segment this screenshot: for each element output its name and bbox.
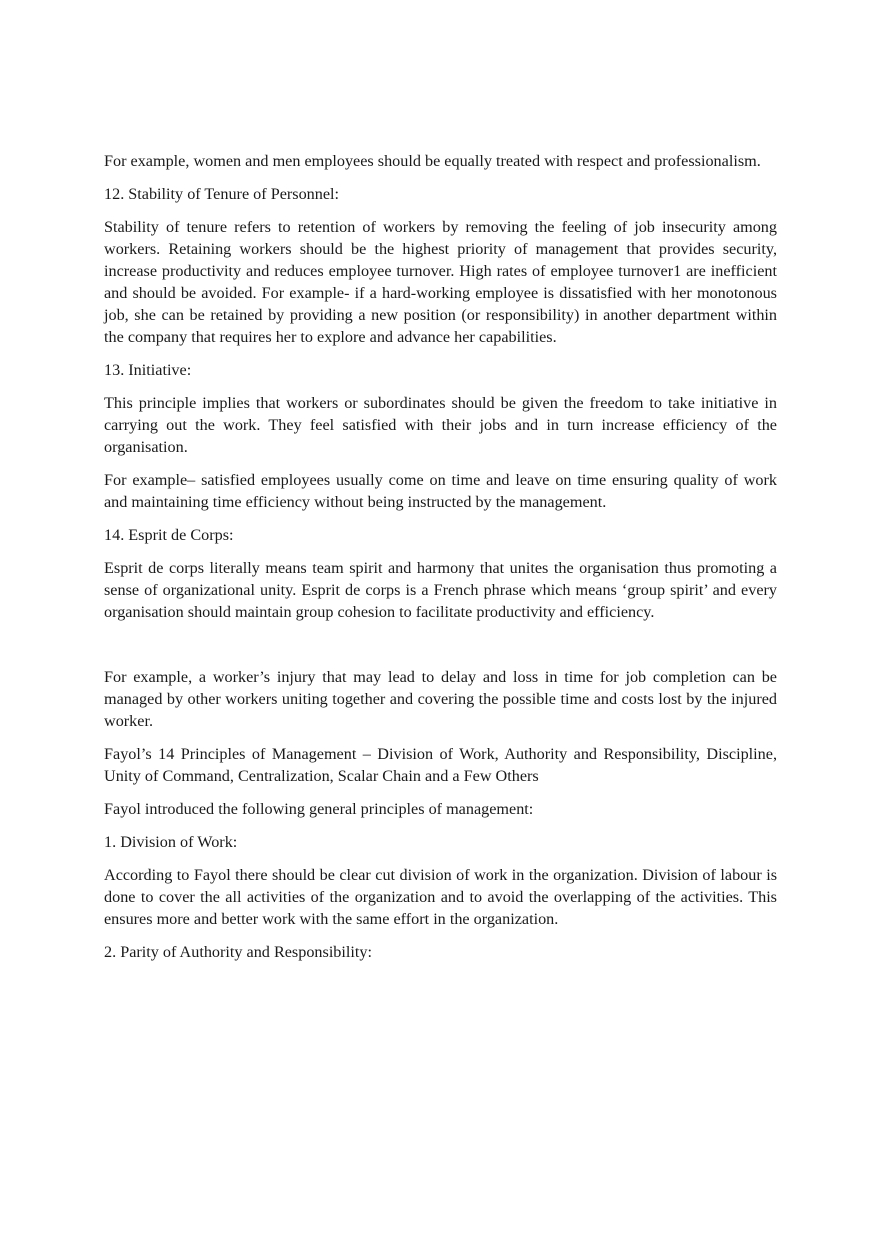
heading-initiative: 13. Initiative: <box>104 361 192 379</box>
heading-parity-of-authority: 2. Parity of Authority and Responsibility: <box>104 943 372 961</box>
document-page <box>104 150 777 974</box>
paragraph-initiative-example: For example– satisfied employees usually come on time and leave on time ensuring quality of work and maintaining time efficiency without being instructed by the management. <box>104 471 777 511</box>
heading-division-of-work: 1. Division of Work: <box>104 833 238 851</box>
paragraph-fayol-principles-title: Fayol’s 14 Principles of Management – Division of Work, Authority and Responsibility, Discipline, Unity of Command, Centralization, Scalar Chain and a Few Others <box>104 745 777 785</box>
paragraph-fayol-intro: Fayol introduced the following general principles of management: <box>104 800 534 818</box>
paragraph-initiative: This principle implies that workers or subordinates should be given the freedom to take initiative in carrying out the work. They feel satisfied with their jobs and in turn increase efficiency of the organisation. <box>104 394 777 456</box>
heading-esprit-de-corps: 14. Esprit de Corps: <box>104 526 234 544</box>
paragraph-esprit-de-corps: Esprit de corps literally means team spirit and harmony that unites the organisation thus promoting a sense of organizational unity. Esprit de corps is a French phrase which means ‘group spirit’ and every organisation should maintain group cohesion to facilitate productivity and efficiency. <box>104 559 777 621</box>
paragraph-esprit-de-corps-example: For example, a worker’s injury that may lead to delay and loss in time for job completion can be managed by other workers uniting together and covering the possible time and costs lost by the injured worker. <box>104 668 777 730</box>
paragraph-stability-of-tenure: Stability of tenure refers to retention of workers by removing the feeling of job insecurity among workers. Retaining workers should be the highest priority of management that provides security, increase productivity and reduces employee turnover. High rates of employee turnover1 are inefficient and should be avoided. For example- if a hard-working employee is dissatisfied with her monotonous job, she can be retained by providing a new position (or responsibility) in another department within the company that requires her to explore and advance her capabilities. <box>104 218 777 346</box>
paragraph-equal-treatment-example: For example, women and men employees should be equally treated with respect and professionalism. <box>104 152 761 170</box>
heading-stability-of-tenure: 12. Stability of Tenure of Personnel: <box>104 185 340 203</box>
paragraph-division-of-work: According to Fayol there should be clear cut division of work in the organization. Division of labour is done to cover the all activities of the organization and to avoid the overlapping of the activities. This ensures more and better work with the same effort in the organization. <box>104 866 777 928</box>
